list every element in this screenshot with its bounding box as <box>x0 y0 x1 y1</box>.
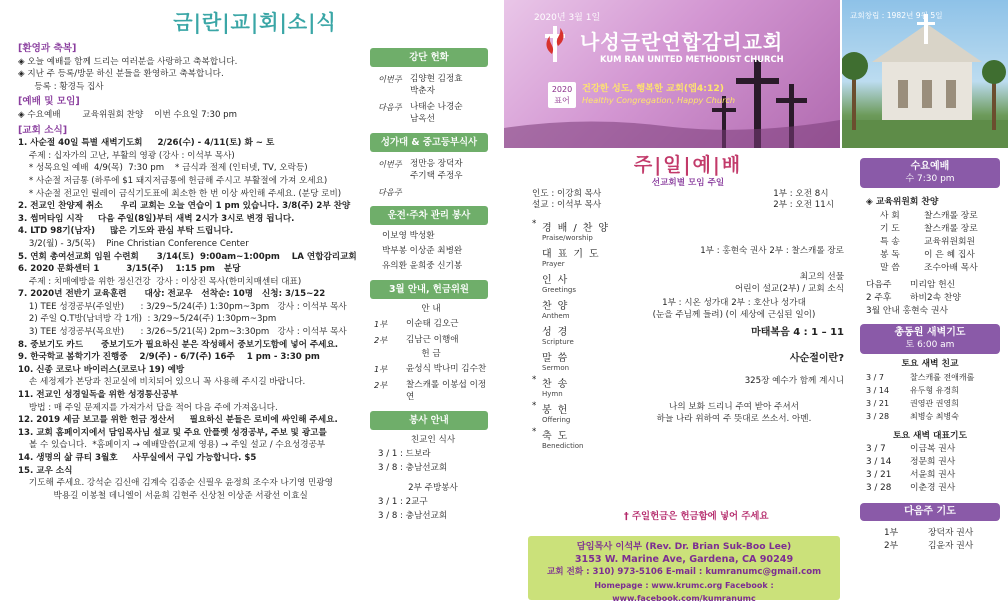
order-value: 1부 : 시온 성가대 2부 : 호산나 성가대 (눈을 주님께 들려) (이 세상에 근심된 일이) <box>652 298 816 320</box>
wednesday-next <box>860 279 1000 305</box>
news-line: 주제 : 치매예방을 위한 정신건강 강사 : 이상진 목사(한미치매센터 대표) <box>18 276 302 287</box>
kv-row <box>860 443 1000 456</box>
kv-key: 3 / 7 <box>866 373 884 382</box>
right-page <box>504 0 1008 612</box>
news-line: 1. 사순절 40일 특별 새벽기도회 2/26(수) - 4/11(토) 화 ~ 토 <box>18 138 275 149</box>
church-photo <box>842 0 1008 148</box>
news-line: ◈ 오늘 예배를 함께 드리는 여러분을 사랑하고 축복합니다. <box>18 56 238 67</box>
parking-line: 유의환 윤희중 신기봉 <box>382 261 463 271</box>
order-english: Scripture <box>542 338 574 346</box>
worship-subtitle: 선교회별 모임 주일 <box>651 178 725 188</box>
news-line: 7. 2020년 전반기 교육훈련 대상: 전교우 선착순: 10명 신청: 3/15~22 <box>18 289 326 300</box>
kv-value: 조수아배 목사 <box>924 263 978 273</box>
service-box <box>370 430 488 523</box>
row-label: 다음주 <box>378 102 402 112</box>
order-value: 최고의 선물 어린이 설교(2부) / 교회 소식 <box>734 272 844 294</box>
kv-key: 1부 <box>884 528 899 538</box>
kv-row <box>874 223 1000 236</box>
news-line: 6. 2020 문화센터 1 3/15(주) 1:15 pm 분당 <box>18 264 241 275</box>
wednesday-roles <box>860 210 1000 275</box>
order-english: Sermon <box>542 364 570 372</box>
church-homepage: Homepage : www.krumc.org Facebook : www.facebook.com/kumranumc <box>594 581 774 603</box>
kv-key: 2부 <box>884 541 899 551</box>
worship-title: 주|일|예|배 <box>633 154 743 176</box>
dawn-prayer-list <box>860 443 1000 495</box>
kv-value: 이춘경 권사 <box>910 483 956 493</box>
kv-value: 최병승 최병숙 <box>910 412 959 421</box>
kv-value: 교육위원회원 <box>924 237 975 247</box>
dawn-fellowship-list <box>860 371 1000 423</box>
news-line: * 사순절 전교인 릴레이 금식기도표에 최소한 한 번 이상 싸인해 주세요. (분당 로비) <box>18 188 342 199</box>
right-column <box>860 158 1000 553</box>
offering-names: 윤성식 박나미 김수찬 <box>406 364 487 374</box>
row-label: 다음주 <box>378 187 402 197</box>
news-line: 2. 전교인 찬양제 취소 우리 교회는 오늘 연습이 1 pm 있습니다. 3/8(주) 2부 찬양 <box>18 201 351 212</box>
dedication-box <box>370 67 488 133</box>
header-banner <box>504 0 840 148</box>
next-prayer-head: 다음주 기도 <box>860 503 1000 521</box>
march-head: 3월 안내, 헌금위원 <box>370 280 488 299</box>
offering-row <box>374 377 488 405</box>
guide-part: 1부 <box>374 319 388 329</box>
news-line: 5. 연회 총여선교회 임원 수련회 3/14(토) 9:00am~1:00pm LA 연합감리교회 <box>18 251 357 262</box>
wednesday-time: 수 7:30 pm <box>905 174 955 184</box>
time-line: 1부 : 오전 8시 <box>773 189 829 199</box>
kv-key: 3 / 14 <box>866 457 892 467</box>
church-building-graphic <box>842 0 1008 148</box>
bulletin-date: 2020년 3월 1일 <box>534 13 601 23</box>
news-line: 등록 : 황경득 집사 <box>18 81 104 92</box>
kv-row <box>874 249 1000 262</box>
kv-row <box>860 469 1000 482</box>
choir-head: 성가대 & 중고등부식사 <box>370 133 488 152</box>
order-star: * <box>532 219 537 229</box>
kv-key: 봉 독 <box>880 250 900 260</box>
side-row <box>378 71 488 99</box>
kv-row <box>860 482 1000 495</box>
choir-box <box>370 152 488 206</box>
parking-line: 박부봉 이상준 최병완 <box>382 246 463 256</box>
church-motto: 건강한 성도, 행복한 교회(엡4:12) <box>582 83 724 94</box>
guide-part: 2부 <box>374 335 388 345</box>
pastor-name: 담임목사 이석부 (Rev. Dr. Brian Suk-Boo Lee) <box>576 541 792 552</box>
fellowship-line: 3 / 8 : 충남선교회 <box>378 463 448 473</box>
order-english: Anthem <box>542 312 570 320</box>
parking-box <box>370 225 488 280</box>
news-line: 3/2(월) - 3/5(목) Pine Christian Conference Center <box>18 238 249 249</box>
wednesday-head-title: 수요예배 <box>910 161 950 172</box>
offering-part: 1부 <box>374 364 388 374</box>
kv-key: 3 / 28 <box>866 412 890 421</box>
order-korean: 봉헌 <box>542 405 574 416</box>
guide-names: 김남근 이행애 <box>406 335 459 345</box>
row-value: 정만응 장덕자 주기택 주정우 <box>410 159 463 181</box>
order-korean: 찬송 <box>542 379 574 390</box>
offering-row <box>374 361 488 377</box>
motto-year-label: 표어 <box>554 96 570 105</box>
news-column <box>18 40 362 502</box>
dawn-time: 토 6:00 am <box>905 340 955 350</box>
order-row <box>532 323 844 349</box>
news-line: 방법 : 매 주일 문제지를 가져가서 답을 적어 다음 주에 가져옵니다. <box>18 402 278 413</box>
kv-value: 이금복 권사 <box>910 444 956 454</box>
news-line: 14. 생명의 삶 큐티 3월호 사무실에서 구입 가능합니다. $5 <box>18 453 257 463</box>
news-line: ◈ 지난 주 등록/방문 하신 분들을 환영하고 축복합니다. <box>18 69 224 80</box>
dawn-prayer-label: 토요 새벽 대표기도 <box>892 431 968 441</box>
news-line: 9. 한국학교 봄학기가 진행중 2/9(주) - 6/7(주) 16주 1 pm - 3:30 pm <box>18 352 320 363</box>
kv-row <box>874 210 1000 223</box>
kv-value: 찰스캐롤 전애캐롤 <box>910 373 975 382</box>
order-row <box>532 349 844 375</box>
offering-part: 2부 <box>374 380 388 390</box>
order-korean: 경배/찬양 <box>542 223 615 234</box>
worship-times <box>773 189 834 211</box>
kitchen-line: 3 / 1 : 2교구 <box>378 497 428 507</box>
offering-label: 헌 금 <box>421 349 441 359</box>
kv-key: 기 도 <box>880 224 900 234</box>
row-value: 김양현 김정효 박춘자 <box>410 74 463 96</box>
news-line: * 사순절 저금통 (하루에 $1 돼지저금통에 헌금해 주시고 부활절에 가져 오세요) <box>18 175 328 186</box>
news-line: 13. 교회 홈페이지에서 담임목사님 설교 및 주요 안플렛 성경공부, 주보 및 광고를 <box>18 427 327 438</box>
march-guide-text: 3월 안내 홍현숙 권사 <box>866 306 948 316</box>
kv-row <box>860 397 1000 410</box>
order-korean: 성경 <box>542 327 574 338</box>
order-row <box>532 427 844 453</box>
kv-row <box>878 527 1000 540</box>
march-box <box>370 299 488 411</box>
kv-key: 특 송 <box>880 237 900 247</box>
order-row <box>532 271 844 297</box>
order-row <box>532 401 844 427</box>
parking-head: 운전·주차 관리 봉사 <box>370 206 488 225</box>
side-row <box>378 156 488 184</box>
order-name <box>542 427 624 450</box>
news-line: 볼 수 있습니다. *홈페이지 → 예배말씀(교제 영용) → 주일 설교 / 수요성경공부 <box>18 440 326 451</box>
news-line: 3. 썸머타임 시작 다음 주일(8일)부터 새벽 2시가 3시로 변경 됩니다. <box>18 213 295 224</box>
church-address: 3153 W. Marine Ave, Gardena, CA 90249 <box>574 554 794 565</box>
row-value <box>410 186 488 198</box>
section-head: [환영과 축복] <box>18 43 77 54</box>
news-line: 15. 교우 소식 <box>18 465 73 476</box>
news-line: 10. 신종 코로나 바이러스(코로나 19) 예방 <box>18 364 185 375</box>
news-line: 1) TEE 성경공부(주일반) : 3/29~5/24(주) 1:30pm~3pm 강사 : 이석부 목사 <box>18 301 347 312</box>
wednesday-program: ◈ 교육위원회 찬양 <box>866 197 939 207</box>
dedication-head: 강단 헌화 <box>370 48 488 67</box>
news-line: 4. LTD 98기(남자) 많은 기도와 관심 부탁 드립니다. <box>18 226 234 237</box>
side-row <box>378 184 488 200</box>
kv-key: 3 / 21 <box>866 399 890 408</box>
time-line: 2부 : 오전 11시 <box>773 200 834 210</box>
order-name <box>542 297 624 320</box>
kv-row <box>874 236 1000 249</box>
kv-row <box>878 540 1000 553</box>
kv-row <box>860 456 1000 469</box>
motto-year-badge <box>548 82 576 108</box>
order-value: 사순절이란? <box>789 353 844 364</box>
news-line: 2) 주일 Q.T방(남녀방 각 1개) : 3/29~5/24(주) 1:30pm~3pm <box>18 314 277 325</box>
kv-row <box>860 410 1000 423</box>
kv-value: 이 은 혜 집사 <box>924 250 975 260</box>
worship-leaders-left <box>532 189 601 211</box>
order-korean: 인사 <box>542 275 574 286</box>
kv-value: 유두형 유경희 <box>910 386 959 395</box>
order-list <box>532 219 844 453</box>
guide-names: 이순태 김오근 <box>406 319 459 329</box>
news-line: 손 세정제가 본당과 친교실에 비치되어 있으니 꼭 사용해 주시길 바랍니다. <box>18 377 306 388</box>
order-row <box>532 375 844 401</box>
kv-key: 3 / 28 <box>866 483 892 493</box>
church-motto-english: Healthy Congregation, Happy Church <box>582 95 736 105</box>
order-english: Prayer <box>542 260 565 268</box>
row-value: 나태순 나경순 남옥선 <box>410 102 463 124</box>
wednesday-march-guide <box>860 305 1000 318</box>
order-name <box>542 323 624 346</box>
church-contact: 교회 전화 : 310) 973-5106 E-mail : kumranumc@gmail.com <box>546 567 822 577</box>
guide-row <box>374 332 488 348</box>
dawn-head <box>860 324 1000 354</box>
order-name <box>542 271 624 294</box>
kv-key: 3 / 14 <box>866 386 890 395</box>
methodist-cross-flame-icon <box>540 24 570 64</box>
news-line: 11. 전교인 성경일독을 위한 성경통신공부 <box>18 390 179 401</box>
parking-line: 이보영 박성환 <box>382 231 435 241</box>
kitchen-label: 2부 주방봉사 <box>408 483 458 493</box>
guide-row <box>374 316 488 332</box>
news-line: 8. 중보기도 카드 중보기도가 필요하신 분은 작성해서 중보기도함에 넣어 주세요. <box>18 339 339 350</box>
news-line: 3) TEE 성경공부(목요반) : 3/26~5/21(목) 2pm~3:30pm 강사 : 이석부 목사 <box>18 327 347 338</box>
order-value: 325장 예수가 함께 계시니 <box>744 376 844 386</box>
guide-label: 안 내 <box>421 304 441 314</box>
order-korean: 축도 <box>542 431 574 442</box>
news-line: 기도해 주세요. 강석순 김신애 김계숙 김종순 신필우 윤정희 조수자 나기영 민광영 <box>18 478 333 489</box>
kv-row <box>860 384 1000 397</box>
kv-value: 서윤희 권사 <box>910 470 956 480</box>
section-head: [예배 및 모임] <box>18 96 80 108</box>
kv-value: 김윤자 권사 <box>928 541 974 551</box>
order-value: 나의 보화 드리니 주여 받아 주셔서 하늘 나라 위하여 주 뜻대로 쓰소서. 아멘. <box>656 402 812 424</box>
order-english: Benediction <box>542 442 584 450</box>
order-name <box>542 401 624 424</box>
side-row <box>378 99 488 127</box>
motto-year: 2020 <box>551 85 573 94</box>
kv-key: 사 회 <box>880 211 900 221</box>
leader-line: 설교 : 이석부 목사 <box>532 200 602 210</box>
kv-key: 3 / 21 <box>866 470 892 480</box>
kv-row <box>860 279 1000 292</box>
news-line: * 성목요일 예배 4/9(목) 7:30 pm * 금식과 절제 (인터넷, TV, 오락등) <box>18 163 308 174</box>
offering-names: 찰스캐롤 이봉섭 이정연 <box>406 380 487 402</box>
order-korean: 찬양 <box>542 301 574 312</box>
news-line: ◈ 수요예배 교육위원회 찬양 이번 수요일 7:30 pm <box>18 109 237 120</box>
news-title: 금|란|교|회|소|식 <box>173 10 337 34</box>
order-korean: 말씀 <box>542 353 574 364</box>
pastor-info-box <box>528 536 840 603</box>
next-prayer-list <box>860 527 1000 553</box>
leader-line: 인도 : 이강희 목사 <box>532 189 602 199</box>
kv-value: 하비2속 찬양 <box>910 293 961 303</box>
dawn-head-title: 총동원 새벽기도 <box>894 327 966 338</box>
row-label: 이번주 <box>378 159 402 169</box>
church-name: 나성금란연합감리교회 <box>580 30 784 54</box>
news-line: 주제 : 십자가의 고난, 부활의 영광 (강사 : 이석부 목사) <box>18 150 235 161</box>
order-name <box>542 375 624 398</box>
founded-caption: 교회창립 : 1982년 9월 5일 <box>850 11 943 20</box>
section-head: [교회 소식] <box>18 124 68 136</box>
order-name <box>542 219 624 242</box>
order-star: * <box>532 427 537 437</box>
order-row <box>532 219 844 245</box>
kv-row <box>860 371 1000 384</box>
kv-value: 찰스캐롤 장로 <box>924 224 978 234</box>
fellowship-label: 친교인 식사 <box>410 435 456 445</box>
kv-row <box>860 292 1000 305</box>
order-name <box>542 245 624 268</box>
order-english: Praise/worship <box>542 234 593 242</box>
order-row <box>532 245 844 271</box>
kv-value: 장덕자 권사 <box>928 528 974 538</box>
row-label: 이번주 <box>378 74 402 84</box>
order-english: Hymn <box>542 390 563 398</box>
kv-value: 정문희 권사 <box>910 457 956 467</box>
news-line: 12. 2019 세금 보고를 위한 헌금 정산서 필요하신 분들은 로비에 싸인해 주세요. <box>18 415 338 426</box>
order-english: Greetings <box>542 286 576 294</box>
kv-value: 찰스캐롤 장로 <box>924 211 978 221</box>
side-column <box>370 48 488 523</box>
news-line: 박용길 이봉철 데니엘이 서윤희 김현주 신상천 이상준 서광선 이효실 <box>18 490 308 501</box>
order-star: * <box>532 401 537 411</box>
kv-row <box>874 262 1000 275</box>
kv-value: 권영관 권영희 <box>910 399 959 408</box>
dawn-fellowship-label: 토요 새벽 친교 <box>901 359 959 369</box>
order-row <box>532 297 844 323</box>
order-value: 마태복음 4 : 1 – 11 <box>751 327 844 338</box>
worship-order <box>532 176 844 453</box>
order-korean: 대표기도 <box>542 249 605 260</box>
order-name <box>542 349 624 372</box>
kv-key: 말 씀 <box>880 263 900 273</box>
service-head: 봉사 안내 <box>370 411 488 430</box>
offering-note: † 주일헌금은 헌금함에 넣어 주세요 <box>624 511 769 522</box>
wednesday-head <box>860 158 1000 188</box>
order-english: Offering <box>542 416 571 424</box>
church-english-name: KUM RAN UNITED METHODIST CHURCH <box>600 54 784 64</box>
kv-value: 미리암 헌신 <box>910 280 956 290</box>
kitchen-line: 3 / 8 : 충남선교회 <box>378 511 448 521</box>
worship-leaders <box>532 189 844 211</box>
kv-key: 3 / 7 <box>866 444 886 454</box>
fellowship-line: 3 / 1 : 드보라 <box>378 449 431 459</box>
order-star: * <box>532 375 537 385</box>
kv-key: 다음주 <box>866 280 892 290</box>
order-value: 1부 : 홍현숙 권사 2부 : 찰스캐롤 장로 <box>700 246 844 256</box>
kv-key: 2 주후 <box>866 293 892 303</box>
